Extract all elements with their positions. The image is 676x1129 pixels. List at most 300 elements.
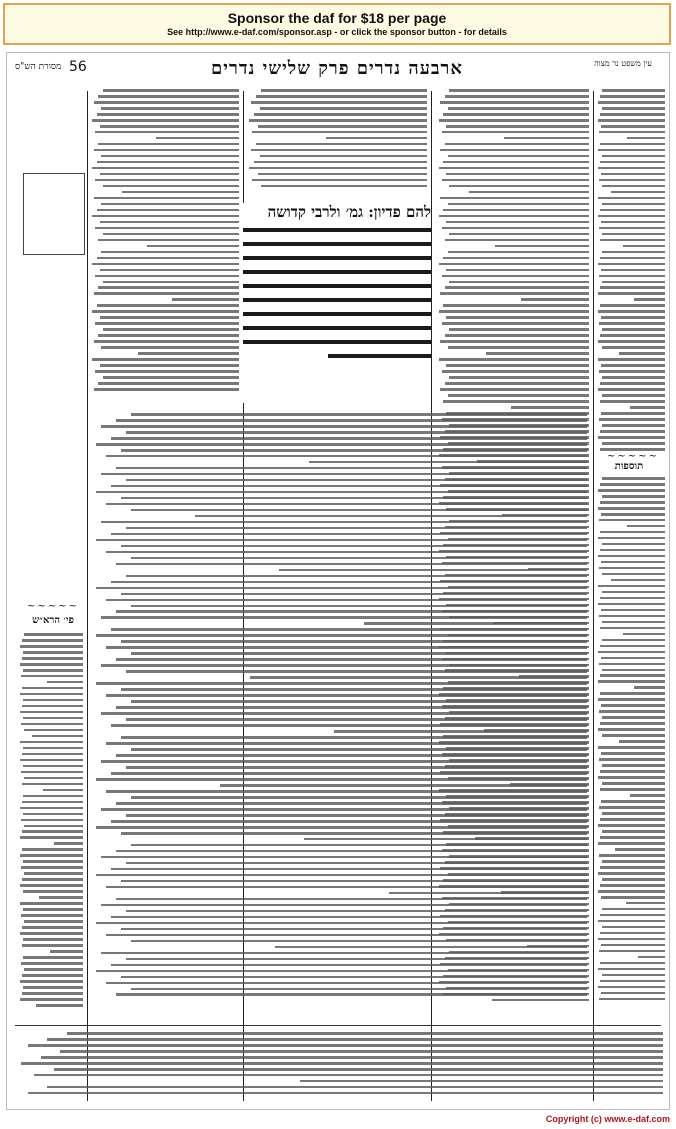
- text-line: [101, 616, 587, 619]
- text-line: [449, 376, 589, 379]
- text-line: [20, 884, 83, 887]
- text-line: [251, 101, 427, 104]
- text-line: [23, 717, 83, 720]
- text-line: [601, 704, 665, 707]
- text-line: [602, 495, 665, 498]
- text-line: [116, 802, 587, 805]
- text-line: [600, 722, 665, 725]
- text-line: [598, 292, 665, 295]
- text-line: [24, 729, 83, 732]
- text-line: [598, 119, 665, 122]
- text-line: [106, 886, 587, 889]
- text-line: [138, 352, 239, 355]
- text-line: [600, 914, 665, 917]
- text-line: [599, 370, 665, 373]
- text-line: [126, 910, 587, 913]
- text-line: [22, 783, 83, 786]
- text-line: [21, 914, 83, 917]
- text-line: [22, 753, 83, 756]
- text-line: [602, 203, 665, 206]
- text-line: [21, 1062, 663, 1065]
- text-line: [131, 652, 587, 655]
- text-line: [449, 89, 589, 92]
- text-line: [101, 473, 587, 476]
- text-line: [600, 597, 665, 600]
- text-line: [249, 167, 427, 170]
- text-line: [598, 986, 665, 989]
- text-line: [116, 706, 587, 709]
- ornament-divider: ~~~~~: [607, 451, 659, 462]
- text-line: [100, 125, 239, 128]
- text-line: [43, 789, 83, 792]
- text-line: [598, 824, 665, 827]
- text-line: [602, 639, 665, 642]
- text-line: [126, 718, 587, 721]
- page-header: [7, 57, 669, 79]
- text-line: [106, 599, 587, 602]
- text-line: [94, 388, 239, 391]
- text-line: [98, 334, 239, 337]
- text-line: [96, 826, 587, 829]
- text-line: [20, 663, 83, 666]
- text-line: [98, 382, 239, 385]
- text-line: [92, 167, 239, 170]
- text-line: [449, 185, 589, 188]
- text-line: [100, 173, 239, 176]
- gemara-column-top: [247, 89, 427, 199]
- text-line: [121, 688, 587, 691]
- text-line: [600, 884, 665, 887]
- text-line: [101, 155, 239, 158]
- column-divider: [593, 91, 594, 1101]
- text-line: [598, 776, 665, 779]
- text-line: [23, 765, 83, 768]
- text-line: [116, 467, 587, 470]
- text-line: [602, 830, 665, 833]
- text-line: [101, 425, 587, 428]
- text-line: [24, 825, 83, 828]
- text-line: [20, 854, 83, 857]
- text-line: [22, 926, 83, 929]
- text-line: [440, 197, 589, 200]
- text-line: [131, 748, 587, 751]
- text-line: [598, 340, 665, 343]
- text-line: [448, 107, 589, 110]
- text-line: [601, 173, 665, 176]
- text-line: [504, 137, 589, 140]
- text-line: [602, 185, 665, 188]
- text-line: [131, 844, 587, 847]
- text-line: [443, 161, 589, 164]
- text-line: [23, 795, 83, 798]
- text-line: [34, 1074, 663, 1077]
- text-line: [96, 874, 587, 877]
- text-line: [95, 131, 239, 134]
- text-line: [94, 101, 239, 104]
- text-line: [601, 992, 665, 995]
- text-line: [20, 807, 83, 810]
- text-line: [23, 747, 83, 750]
- text-line: [600, 239, 665, 242]
- text-line: [96, 443, 587, 446]
- text-line: [126, 766, 587, 769]
- text-line: [23, 908, 83, 911]
- text-line: [446, 269, 589, 272]
- text-line: [195, 515, 587, 518]
- text-line: [602, 573, 665, 576]
- text-line: [20, 741, 83, 744]
- text-line: [440, 340, 589, 343]
- text-line: [23, 938, 83, 941]
- text-line: [627, 137, 665, 140]
- sponsor-banner[interactable]: [3, 3, 671, 45]
- text-line: [446, 221, 589, 224]
- text-line: [469, 191, 589, 194]
- text-line: [598, 388, 665, 391]
- copyright-notice[interactable]: Copyright (c) www.e-daf.com: [545, 1114, 670, 1124]
- text-line: [254, 161, 427, 164]
- text-line: [20, 902, 83, 905]
- text-line: [23, 651, 83, 654]
- text-line: [599, 275, 665, 278]
- text-line: [126, 431, 587, 434]
- text-line: [598, 436, 665, 439]
- text-line: [611, 191, 665, 194]
- text-line: [96, 587, 587, 590]
- text-line: [598, 680, 665, 683]
- text-line: [111, 964, 587, 967]
- text-line: [121, 497, 587, 500]
- text-line: [600, 483, 665, 486]
- text-line: [121, 928, 587, 931]
- text-line: [442, 275, 589, 278]
- text-line: [602, 251, 665, 254]
- text-line: [598, 746, 665, 749]
- rosh-column: [19, 633, 83, 1023]
- text-line: [446, 173, 589, 176]
- text-line: [106, 790, 587, 793]
- text-line: [103, 376, 239, 379]
- text-line: [22, 801, 83, 804]
- text-line: [98, 286, 239, 289]
- text-line: [602, 424, 665, 427]
- text-line: [495, 245, 589, 248]
- text-line: [599, 322, 665, 325]
- text-line: [598, 358, 665, 361]
- text-line: [20, 932, 83, 935]
- text-line: [97, 161, 239, 164]
- text-line: [446, 364, 589, 367]
- text-line: [600, 788, 665, 791]
- page-title: ארבעה נדרים פרק שלישי נדרים: [211, 58, 463, 79]
- text-line: [600, 113, 665, 116]
- text-line: [67, 1032, 663, 1035]
- text-line: [602, 734, 665, 737]
- text-line: [22, 657, 83, 660]
- text-line: [598, 890, 665, 893]
- text-line: [261, 185, 427, 188]
- text-line: [600, 400, 665, 403]
- text-line: [21, 962, 83, 965]
- text-line: [106, 934, 587, 937]
- text-line: [100, 316, 239, 319]
- text-line: [600, 95, 665, 98]
- text-line: [634, 298, 665, 301]
- text-line: [250, 676, 587, 679]
- text-line: [131, 988, 587, 991]
- text-line: [95, 179, 239, 182]
- text-line: [598, 585, 665, 588]
- text-line: [20, 759, 83, 762]
- text-line: [598, 149, 665, 152]
- text-line: [147, 245, 239, 248]
- text-line: [599, 758, 665, 761]
- text-line: [111, 916, 587, 919]
- text-line: [23, 860, 83, 863]
- text-line: [449, 281, 589, 284]
- text-line: [448, 203, 589, 206]
- text-line: [121, 545, 587, 548]
- text-line: [598, 603, 665, 606]
- text-line: [448, 346, 589, 349]
- text-line: [256, 143, 427, 146]
- text-line: [254, 113, 427, 116]
- text-line: [101, 712, 587, 715]
- text-line: [602, 442, 665, 445]
- text-line: [602, 716, 665, 719]
- text-line: [106, 982, 587, 985]
- text-line: [601, 412, 665, 415]
- text-line: [20, 693, 83, 696]
- text-line: [20, 980, 83, 983]
- text-line: [598, 555, 665, 558]
- text-line: [598, 489, 665, 492]
- text-line: [92, 310, 239, 313]
- text-line: [445, 286, 589, 289]
- text-line: [309, 461, 587, 464]
- text-line: [126, 958, 587, 961]
- text-line: [116, 850, 587, 853]
- text-line: [258, 173, 427, 176]
- text-line: [101, 521, 587, 524]
- text-line: [600, 980, 665, 983]
- text-line: [619, 740, 665, 743]
- text-line: [47, 1086, 663, 1089]
- text-line: [600, 209, 665, 212]
- text-line: [101, 760, 587, 763]
- text-line: [599, 998, 665, 1001]
- text-line: [103, 185, 239, 188]
- text-line: [116, 563, 587, 566]
- text-line: [602, 782, 665, 785]
- text-line: [92, 263, 239, 266]
- text-line: [97, 209, 239, 212]
- text-line: [260, 155, 427, 158]
- commentary-lower: [91, 413, 587, 1013]
- text-line: [602, 394, 665, 397]
- hagahot-notes: [15, 1032, 663, 1102]
- text-line: [439, 215, 589, 218]
- text-line: [445, 239, 589, 242]
- text-line: [602, 543, 665, 546]
- text-line: [440, 149, 589, 152]
- text-line: [121, 449, 587, 452]
- text-line: [92, 215, 239, 218]
- text-line: [41, 1056, 663, 1059]
- text-line: [220, 784, 587, 787]
- text-line: [602, 974, 665, 977]
- text-line: [106, 551, 587, 554]
- text-line: [445, 334, 589, 337]
- text-line: [630, 794, 665, 797]
- text-line: [121, 976, 587, 979]
- column-divider: [87, 91, 88, 1101]
- text-line: [101, 107, 239, 110]
- text-line: [602, 812, 665, 815]
- text-line: [24, 968, 83, 971]
- text-line: [20, 645, 83, 648]
- text-line: [96, 491, 587, 494]
- text-line: [23, 956, 83, 959]
- text-line: [106, 455, 587, 458]
- text-line: [326, 137, 427, 140]
- text-line: [97, 257, 239, 260]
- text-line: [440, 101, 589, 104]
- text-line: [601, 125, 665, 128]
- text-line: [304, 838, 587, 841]
- text-line: [94, 197, 239, 200]
- text-line: [602, 281, 665, 284]
- text-line: [101, 952, 587, 955]
- text-line: [598, 842, 665, 845]
- text-line: [101, 904, 587, 907]
- text-line: [600, 866, 665, 869]
- text-line: [598, 872, 665, 875]
- text-line: [23, 813, 83, 816]
- text-line: [623, 633, 665, 636]
- text-line: [611, 579, 665, 582]
- text-line: [602, 89, 665, 92]
- tosafot-left-column: [91, 89, 239, 409]
- text-line: [131, 413, 587, 416]
- text-line: [602, 669, 665, 672]
- text-line: [601, 316, 665, 319]
- text-line: [598, 651, 665, 654]
- text-line: [602, 477, 665, 480]
- text-line: [101, 664, 587, 667]
- text-line: [599, 854, 665, 857]
- text-line: [100, 221, 239, 224]
- text-line: [275, 946, 587, 949]
- text-line: [439, 119, 589, 122]
- text-line: [443, 400, 589, 403]
- text-line: [598, 920, 665, 923]
- text-line: [598, 310, 665, 313]
- text-line: [98, 143, 239, 146]
- text-line: [449, 328, 589, 331]
- text-line: [47, 1038, 663, 1041]
- sponsor-headline[interactable]: Sponsor the daf for $18 per page: [227, 10, 447, 26]
- text-line: [602, 107, 665, 110]
- text-line: [95, 275, 239, 278]
- text-line: [442, 227, 589, 230]
- text-line: [615, 848, 665, 851]
- text-line: [39, 896, 83, 899]
- text-line: [111, 724, 587, 727]
- text-line: [440, 292, 589, 295]
- gemara-main-text: [243, 203, 431, 403]
- text-line: [156, 137, 239, 140]
- text-line: [126, 527, 587, 530]
- text-line: [600, 143, 665, 146]
- text-line: [252, 179, 427, 182]
- text-line: [445, 382, 589, 385]
- text-line: [94, 292, 239, 295]
- text-line: [600, 674, 665, 677]
- text-line: [440, 388, 589, 391]
- text-line: [111, 581, 587, 584]
- text-line: [21, 866, 83, 869]
- text-line: [111, 820, 587, 823]
- ein-mishpat-label: עין משפט נר מצוה: [594, 59, 652, 68]
- text-line: [111, 772, 587, 775]
- text-line: [599, 418, 665, 421]
- text-line: [94, 340, 239, 343]
- text-line: [103, 233, 239, 236]
- text-line: [96, 778, 587, 781]
- text-line: [23, 986, 83, 989]
- text-line: [23, 890, 83, 893]
- text-line: [439, 167, 589, 170]
- text-line: [95, 322, 239, 325]
- text-line: [600, 692, 665, 695]
- talmud-page: [6, 52, 670, 1110]
- text-line: [121, 880, 587, 883]
- bottom-notes: [15, 1025, 661, 1106]
- text-line: [439, 358, 589, 361]
- text-line: [445, 95, 589, 98]
- text-line: [599, 227, 665, 230]
- text-line: [98, 95, 239, 98]
- text-line: [126, 814, 587, 817]
- text-line: [600, 627, 665, 630]
- text-line: [252, 131, 427, 134]
- text-line: [300, 1080, 663, 1083]
- text-line: [601, 513, 665, 516]
- text-line: [598, 537, 665, 540]
- text-line: [601, 269, 665, 272]
- text-line: [111, 437, 587, 440]
- text-line: [443, 257, 589, 260]
- text-line: [22, 878, 83, 881]
- text-line: [95, 227, 239, 230]
- text-line: [439, 263, 589, 266]
- text-line: [599, 179, 665, 182]
- text-line: [96, 682, 587, 685]
- text-line: [600, 770, 665, 773]
- sponsor-subline[interactable]: See http://www.e-daf.com/sponsor.asp - or click the sponsor button - for details: [167, 27, 507, 37]
- text-line: [126, 575, 587, 578]
- text-line: [131, 509, 587, 512]
- text-line: [106, 503, 587, 506]
- text-line: [126, 479, 587, 482]
- text-line: [131, 605, 587, 608]
- text-line: [443, 209, 589, 212]
- text-line: [443, 304, 589, 307]
- text-line: [21, 675, 83, 678]
- text-line: [54, 842, 83, 845]
- text-line: [116, 754, 587, 757]
